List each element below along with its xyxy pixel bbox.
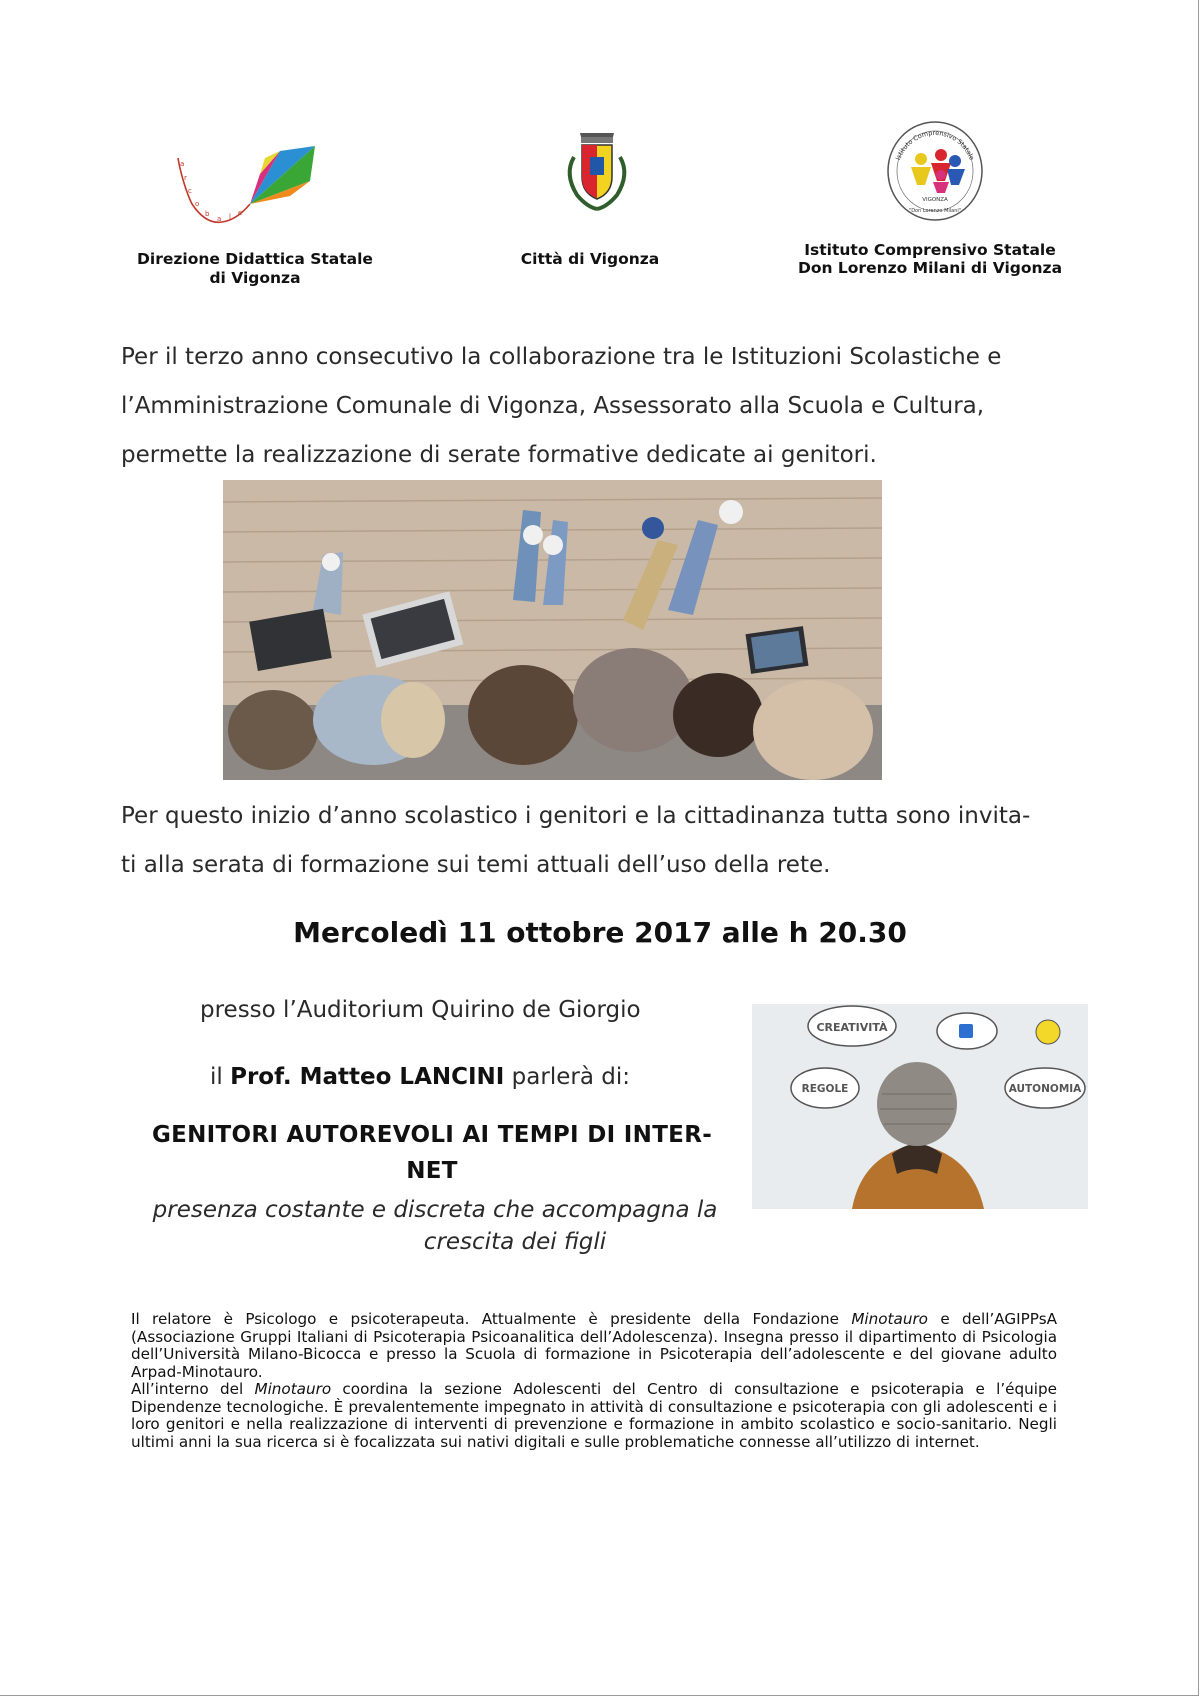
speaker-name: Prof. Matteo LANCINI	[230, 1064, 505, 1090]
speaker-line	[120, 1064, 720, 1090]
bubble-regole: REGOLE	[801, 1083, 849, 1095]
intro-line-3: permette la realizzazione di serate formative dedicate ai genitori.	[121, 442, 877, 468]
svg-text:e: e	[238, 209, 243, 217]
thumbs-up-icon	[959, 1024, 973, 1038]
svg-text:r: r	[184, 174, 187, 182]
svg-text:a: a	[217, 215, 222, 223]
intro-line-2: l’Amministrazione Comunale di Vigonza, Assessorato alla Scuola e Cultura,	[121, 393, 985, 419]
seal-top-text: Istituto Comprensivo Statale	[893, 128, 977, 162]
speaker-bio	[131, 1311, 1057, 1451]
teens-devices-photo	[223, 480, 882, 780]
bubble-creativita: CREATIVITÀ	[816, 1021, 888, 1034]
talk-title	[122, 1117, 742, 1189]
talk-title-line-1: GENITORI AUTOREVOLI AI TEMPI DI INTER-	[151, 1122, 713, 1148]
talk-subtitle-line-1: presenza costante e discreta che accompagna la	[152, 1197, 718, 1223]
svg-text:o: o	[195, 200, 200, 208]
bio-paragraph-2: All’interno del Minotauro coordina la sezione Adolescenti del Centro di consultazione e psicoterapia e l’équipe Dipendenze tecnologiche. È prevalentemente impegnato in attività di consultazione e psicoterapia con gli adolescenti e i loro genitori e nella realizzazione di interventi di prevenzione e formazione in ambito scolastico e socio-sanitario. Negli ultimi anni la sua ricerca si è focalizzata sui nativi digitali e sulle problematiche connesse all’utilizzo di internet.	[131, 1380, 1057, 1451]
talk-subtitle	[130, 1194, 740, 1258]
school-seal-logo	[885, 119, 985, 223]
intro-line-1: Per il terzo anno consecutivo la collaborazione tra le Istituzioni Scolastiche e	[121, 344, 1002, 370]
left-org-label: Direzione Didattica Statale di Vigonza	[137, 250, 373, 287]
invitation-paragraph	[121, 792, 1101, 890]
invitation-line-1: Per questo inizio d’anno scolastico i genitori e la cittadinanza tutta sono invita-	[121, 803, 1031, 829]
smiley-icon	[1036, 1020, 1060, 1044]
coat-of-arms-logo	[552, 129, 642, 219]
seal-center-text: VIGONZA	[922, 197, 948, 203]
talk-subtitle-line-2: crescita dei figli	[423, 1229, 607, 1255]
svg-text:b: b	[205, 210, 210, 218]
bio-emphasis: Minotauro	[851, 1310, 928, 1328]
speaker-prefix: il	[210, 1064, 223, 1090]
seal-bottom-text: "Don Lorenzo Milani"	[908, 208, 962, 214]
bio-paragraph-1: Il relatore è Psicologo e psicoterapeuta. Attualmente è presidente della Fondazione Minotauro e dell’AGIPPsA (Associazione Gruppi Italiani di Psicoterapia Psicoanalitica dell’Adolescenza). Insegna presso il dipartimento di Psicologia dell’Università Milano-Bicocca e presso la Scuola di formazione in Psicoterapia dell’adolescente e del giovane adulto Arpad-Minotauro.	[131, 1310, 1057, 1381]
svg-text:c: c	[188, 187, 192, 195]
intro-paragraph	[121, 333, 1101, 480]
thinking-person-image	[752, 1004, 1088, 1209]
event-date-time: Mercoledì 11 ottobre 2017 alle h 20.30	[293, 916, 907, 949]
invitation-line-2: ti alla serata di formazione sui temi attuali dell’uso della rete.	[121, 852, 831, 878]
right-org-label: Istituto Comprensivo Statale Don Lorenzo Milani di Vigonza	[797, 241, 1063, 277]
svg-text:a: a	[180, 160, 185, 168]
bio-emphasis: Minotauro	[254, 1380, 332, 1398]
kite-logo	[170, 136, 320, 228]
svg-text:l: l	[229, 213, 231, 221]
event-venue: presso l’Auditorium Quirino de Giorgio	[200, 997, 641, 1023]
center-org-label: Città di Vigonza	[520, 250, 660, 268]
bubble-autonomia: AUTONOMIA	[1008, 1083, 1082, 1095]
speaker-suffix: parlerà di:	[511, 1064, 630, 1090]
talk-title-line-2: NET	[406, 1158, 458, 1184]
